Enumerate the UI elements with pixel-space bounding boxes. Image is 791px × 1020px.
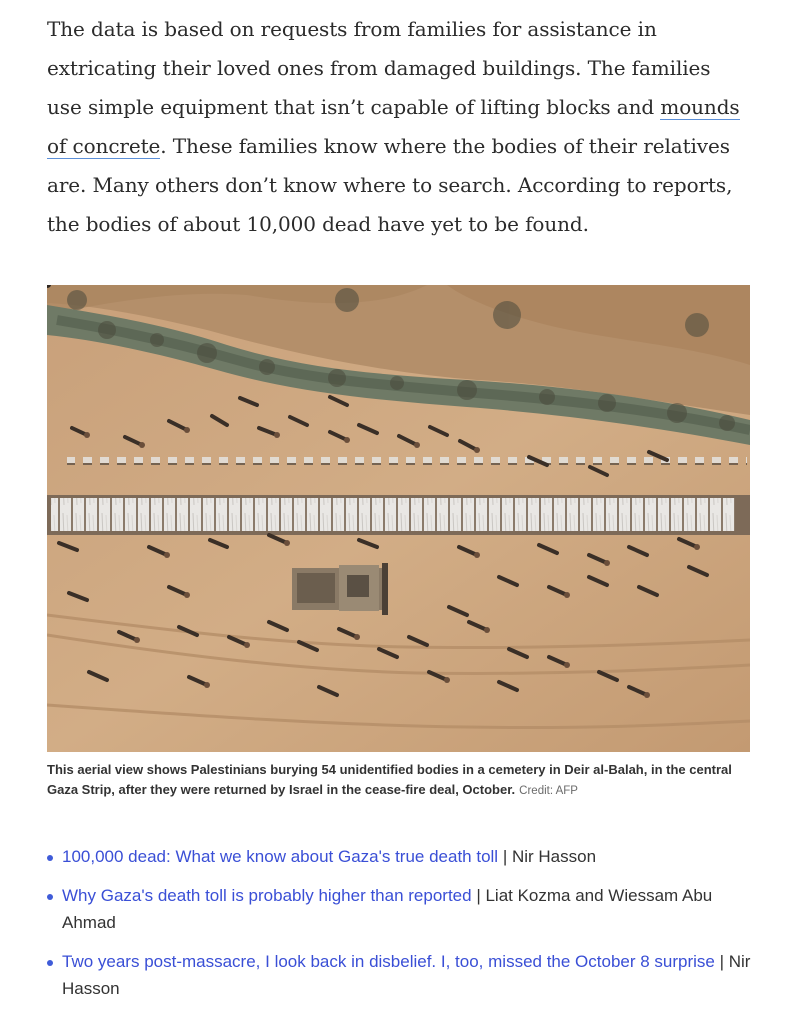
related-link-death-toll[interactable]: 100,000 dead: What we know about Gaza's true death toll (62, 847, 499, 866)
article-body (47, 0, 751, 244)
related-link-item (47, 843, 751, 870)
related-link-byline: | Liat Kozma and Wiessam Abu Ahmad (62, 886, 713, 932)
bulldozer-shape (292, 563, 388, 615)
related-link-byline: | Nir Hasson (62, 952, 751, 998)
bullet-icon (47, 894, 53, 900)
related-links-list (47, 843, 751, 1014)
aerial-cemetery-photo (47, 285, 750, 752)
photo-caption (47, 760, 737, 801)
related-link-item (47, 882, 751, 936)
bullet-icon (47, 855, 53, 861)
caption-text: This aerial view shows Palestinians burying 54 unidentified bodies in a cemetery in Deir al-Balah, in the central Gaza Strip, after they were returned by Israel in the cease-fire deal, October. (47, 762, 732, 797)
related-link-higher-than-reported[interactable]: Why Gaza's death toll is probably higher than reported (62, 886, 472, 905)
photo-credit: Credit: AFP (519, 785, 578, 797)
paragraph-text-start: The data is based on requests from families for assistance in extricating their loved ones from damaged buildings. The families use simple equipment that isn’t capable of lifting blocks and (47, 17, 711, 119)
bullet-icon (47, 960, 53, 966)
article-paragraph (47, 10, 751, 244)
related-link-byline: | Nir Hasson (498, 847, 597, 866)
mounds-of-concrete-link[interactable]: mounds of concrete (47, 95, 740, 158)
article-figure (47, 285, 750, 801)
paragraph-text-end: . These families know where the bodies of their relatives are. Many others don’t know where to search. According to reports, the bodies of about 10,000 dead have yet to be found. (47, 134, 733, 236)
related-link-item (47, 948, 751, 1002)
related-link-october-8[interactable]: Two years post-massacre, I look back in disbelief. I, too, missed the October 8 surprise (62, 952, 715, 971)
